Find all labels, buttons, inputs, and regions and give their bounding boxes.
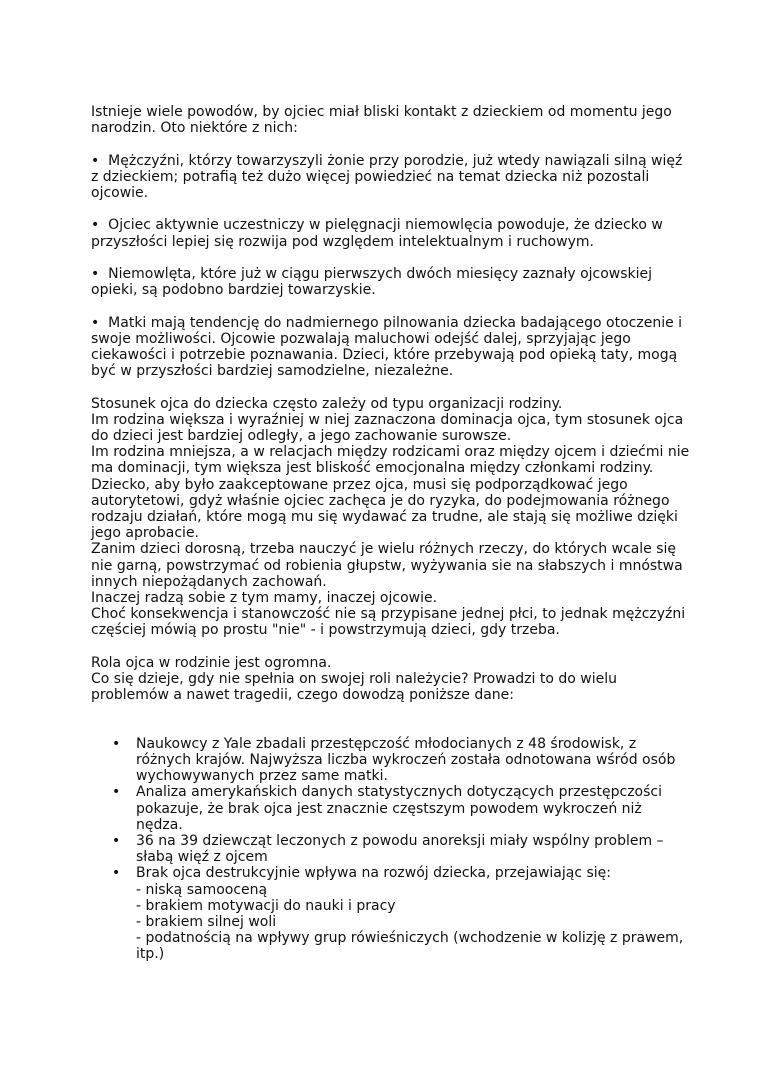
bullet-glyph: • (112, 865, 121, 882)
relation-paragraph: Dziecko, aby było zaakceptowane przez ojca, musi się podporządkować jego autorytetowi, gdyż właśnie ojciec zachęca je do ryzyka, do podejmowania różnego rodzaju działań, które mogą mu się wydawać za trudne, ale stają się możliwe dzięki jego aprobacie. (91, 476, 678, 542)
sub-item: - brakiem silnej woli (136, 914, 277, 931)
spacer (91, 136, 691, 152)
reason-text: Niemowlęta, które już w ciągu pierwszych dwóch miesięcy zaznały ojcowskiej opieki, są podobno bardziej towarzyskie. (91, 265, 653, 299)
relation-paragraph: Im rodzina mniejsza, a w relacjach między rodzicami oraz między ojcem i dziećmi nie ma dominacji, tym większa jest bliskość emocjonalna między członkami rodziny. (91, 444, 690, 477)
relation-paragraph: Stosunek ojca do dziecka często zależy od typu organizacji rodziny. (91, 395, 563, 412)
spacer (91, 720, 691, 736)
sub-item: - niską samooceną (136, 881, 268, 898)
fact-text: Brak ojca destrukcyjnie wpływa na rozwój dziecka, przejawiając się: (136, 865, 611, 882)
reason-text: Mężczyźni, którzy towarzyszyli żonie przy porodzie, już wtedy nawiązali silną więź z dzieckiem; potrafią też dużo więcej powiedzieć na temat dziecka niż pozostali ojcowie. (91, 152, 683, 201)
relation-paragraph: Zanim dzieci dorosną, trzeba nauczyć je wielu różnych rzeczy, do których wcale się nie garną, powstrzymać od robienia głupstw, wyżywania sie na słabszych i mnóstwa innych niepożądanych zachowań. (91, 541, 683, 590)
relation-paragraph: Im rodzina większa i wyraźniej w niej zaznaczona dominacja ojca, tym stosunek ojca do dzieci jest bardziej odległy, a jego zachowanie surowsze. (91, 411, 684, 444)
reason-paragraph (91, 217, 691, 249)
reason-paragraph (91, 315, 691, 380)
spacer (91, 639, 691, 655)
reason-text: Matki mają tendencję do nadmiernego pilnowania dziecka badającego otoczenie i swoje możliwości. Ojcowie pozwalają maluchowi odejść dalej, sprzyjając jego ciekawości i potrzebie poznawania. Dzieci, które przebywają pod opieką taty, mogą być w przyszłości bardziej samodzielne, niezależne. (91, 314, 683, 380)
intro-paragraph: Istnieje wiele powodów, by ojciec miał bliski kontakt z dzieckiem od momentu jego narodzin. Oto niektóre z nich: (91, 104, 672, 137)
bullet-glyph: • (91, 217, 100, 234)
spacer (91, 703, 691, 719)
sub-item: - brakiem motywacji do nauki i pracy (136, 897, 396, 914)
spacer (91, 298, 691, 314)
bullet-glyph: • (112, 784, 121, 801)
reason-paragraph (91, 153, 691, 202)
sub-item: - podatnością na wpływy grup rówieśniczych (wchodzenie w kolizję z prawem, itp.) (136, 930, 684, 963)
spacer (91, 379, 691, 395)
role-paragraph: Co się dzieje, gdy nie spełnia on swojej roli należycie? Prowadzi to do wielu problemów a nawet tragedii, czego dowodzą poniższe dane: (91, 671, 617, 704)
list-item (91, 833, 691, 865)
bullet-glyph: • (91, 152, 100, 169)
document-page (91, 104, 691, 963)
relation-paragraph: Choć konsekwencja i stanowczość nie są przypisane jednej płci, to jednak mężczyźni częściej mówią po prostu "nie" - i powstrzymują dzieci, gdy trzeba. (91, 606, 686, 639)
relation-paragraph: Inaczej radzą sobie z tym mamy, inaczej ojcowie. (91, 590, 438, 607)
list-item (91, 865, 691, 962)
spacer (91, 250, 691, 266)
spacer (91, 201, 691, 217)
fact-text: Analiza amerykańskich danych statystycznych dotyczących przestępczości pokazuje, że brak ojca jest znacznie częstszym powodem wykroczeń niż nędza. (136, 784, 662, 833)
list-item (91, 784, 691, 833)
reason-paragraph (91, 266, 691, 298)
fact-text: Naukowcy z Yale zbadali przestępczość młodocianych z 48 środowisk, z różnych krajów. Najwyższa liczba wykroczeń została odnotowana wśród osób wychowywanych przez same matki. (136, 735, 676, 785)
bullet-glyph: • (91, 265, 100, 282)
facts-list (91, 736, 691, 963)
bullet-glyph: • (91, 314, 100, 331)
bullet-glyph: • (112, 735, 121, 752)
reason-text: Ojciec aktywnie uczestniczy w pielęgnacji niemowlęcia powoduje, że dziecko w przyszłości lepiej się rozwija pod względem intelektualnym i ruchowym. (91, 217, 663, 250)
bullet-glyph: • (112, 833, 121, 850)
fact-text: 36 na 39 dziewcząt leczonych z powodu anoreksji miały wspólny problem – słabą więź z ojcem (136, 833, 664, 866)
list-item (91, 736, 691, 785)
role-paragraph: Rola ojca w rodzinie jest ogromna. (91, 654, 332, 671)
